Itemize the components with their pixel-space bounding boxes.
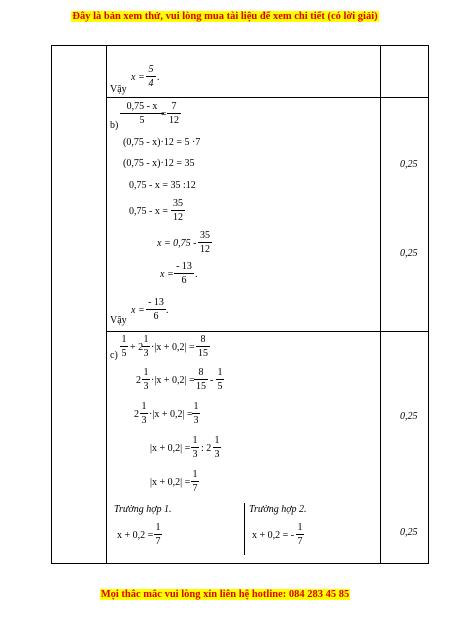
math-text: ·|x + 0,2| = [151,342,195,353]
math-text: = [161,109,167,120]
fraction: $\frac{35}{12}$ [200,230,210,255]
fraction: $\frac{35}{12}$ [173,198,183,223]
table-col-divider-1 [106,45,107,564]
math-text: x = [131,305,145,316]
math-text: 2 [136,375,141,386]
fraction: $\frac{1}{3}$ [141,401,147,426]
case-2-label: Trường hợp 2. [249,504,307,515]
part-c-label: c) [110,350,118,361]
score-value: 0,25 [400,527,418,538]
table-border-left [51,45,52,564]
math-text: . [157,72,160,83]
math-text: - [210,375,214,386]
math-line: (0,75 - x)·12 = 5 ·7 [123,137,201,148]
math-text: |x + 0,2| = [150,477,191,488]
table-border-top [51,45,429,46]
fraction: $\frac{1}{7}$ [297,522,303,547]
math-text: . [166,305,169,316]
math-text: |x + 0,2| = [150,443,191,454]
math-text: x = 0,75 - [157,238,197,249]
case-divider [244,503,245,555]
conclusion-label: Vậy [110,315,127,326]
math-text: ·|x + 0,2| = [151,375,195,386]
math-text: x = [160,269,174,280]
case-1-label: Trường hợp 1. [114,504,172,515]
preview-banner: Đây là bản xem thử, vui lòng mua tài liệu để xem chi tiết (có lời giải) [72,11,378,22]
table-border-right [428,45,429,564]
fraction: $\frac{1}{3}$ [143,367,149,392]
math-text: x = [131,72,145,83]
fraction: $\frac{1}{7}$ [155,522,161,547]
fraction: $\frac{1}{5}$ [217,367,223,392]
fraction: $\frac{8}{15}$ [196,367,206,392]
math-text: x + 0,2 = [117,530,154,541]
table-col-divider-2 [380,45,381,564]
math-text: . [195,269,198,280]
fraction: $\frac{1}{3}$ [143,334,149,359]
math-line: 0,75 - x = 35 :12 [129,180,196,191]
fraction: $\frac{- 13}{6}$ [146,298,166,322]
score-value: 0,25 [400,248,418,259]
fraction: $\frac{1}{3}$ [193,401,199,426]
math-text: 2 [134,409,139,420]
part-b-label: b) [110,120,119,131]
math-text: + 2 [130,342,144,353]
math-text: 0,75 - x = [129,206,168,217]
fraction: $\frac{7}{12}$ [169,101,179,126]
score-value: 0,25 [400,411,418,422]
fraction: $\frac{1}{3}$ [192,435,198,460]
math-text: x + 0,2 = - [252,530,295,541]
score-value: 0,25 [400,159,418,170]
fraction: $\frac{5}{4}$ [146,65,156,89]
fraction: $\frac{0,75 - x}{5}$ [120,102,164,126]
math-text: ·|x + 0,2| = [149,409,193,420]
fraction: $\frac{1}{3}$ [214,435,220,460]
conclusion-label: Vậy [110,84,127,95]
math-line: (0,75 - x)·12 = 35 [123,158,195,169]
table-border-bottom [51,563,429,564]
fraction: $\frac{8}{15}$ [198,334,208,359]
fraction: $\frac{1}{7}$ [192,469,198,494]
hotline-banner: Mọi thắc mắc vui lòng xin liên hệ hotline: 084 283 45 85 [100,589,350,600]
fraction: $\frac{1}{5}$ [121,334,127,359]
fraction: $\frac{- 13}{6}$ [174,262,194,286]
math-text: : 2 [201,443,212,454]
